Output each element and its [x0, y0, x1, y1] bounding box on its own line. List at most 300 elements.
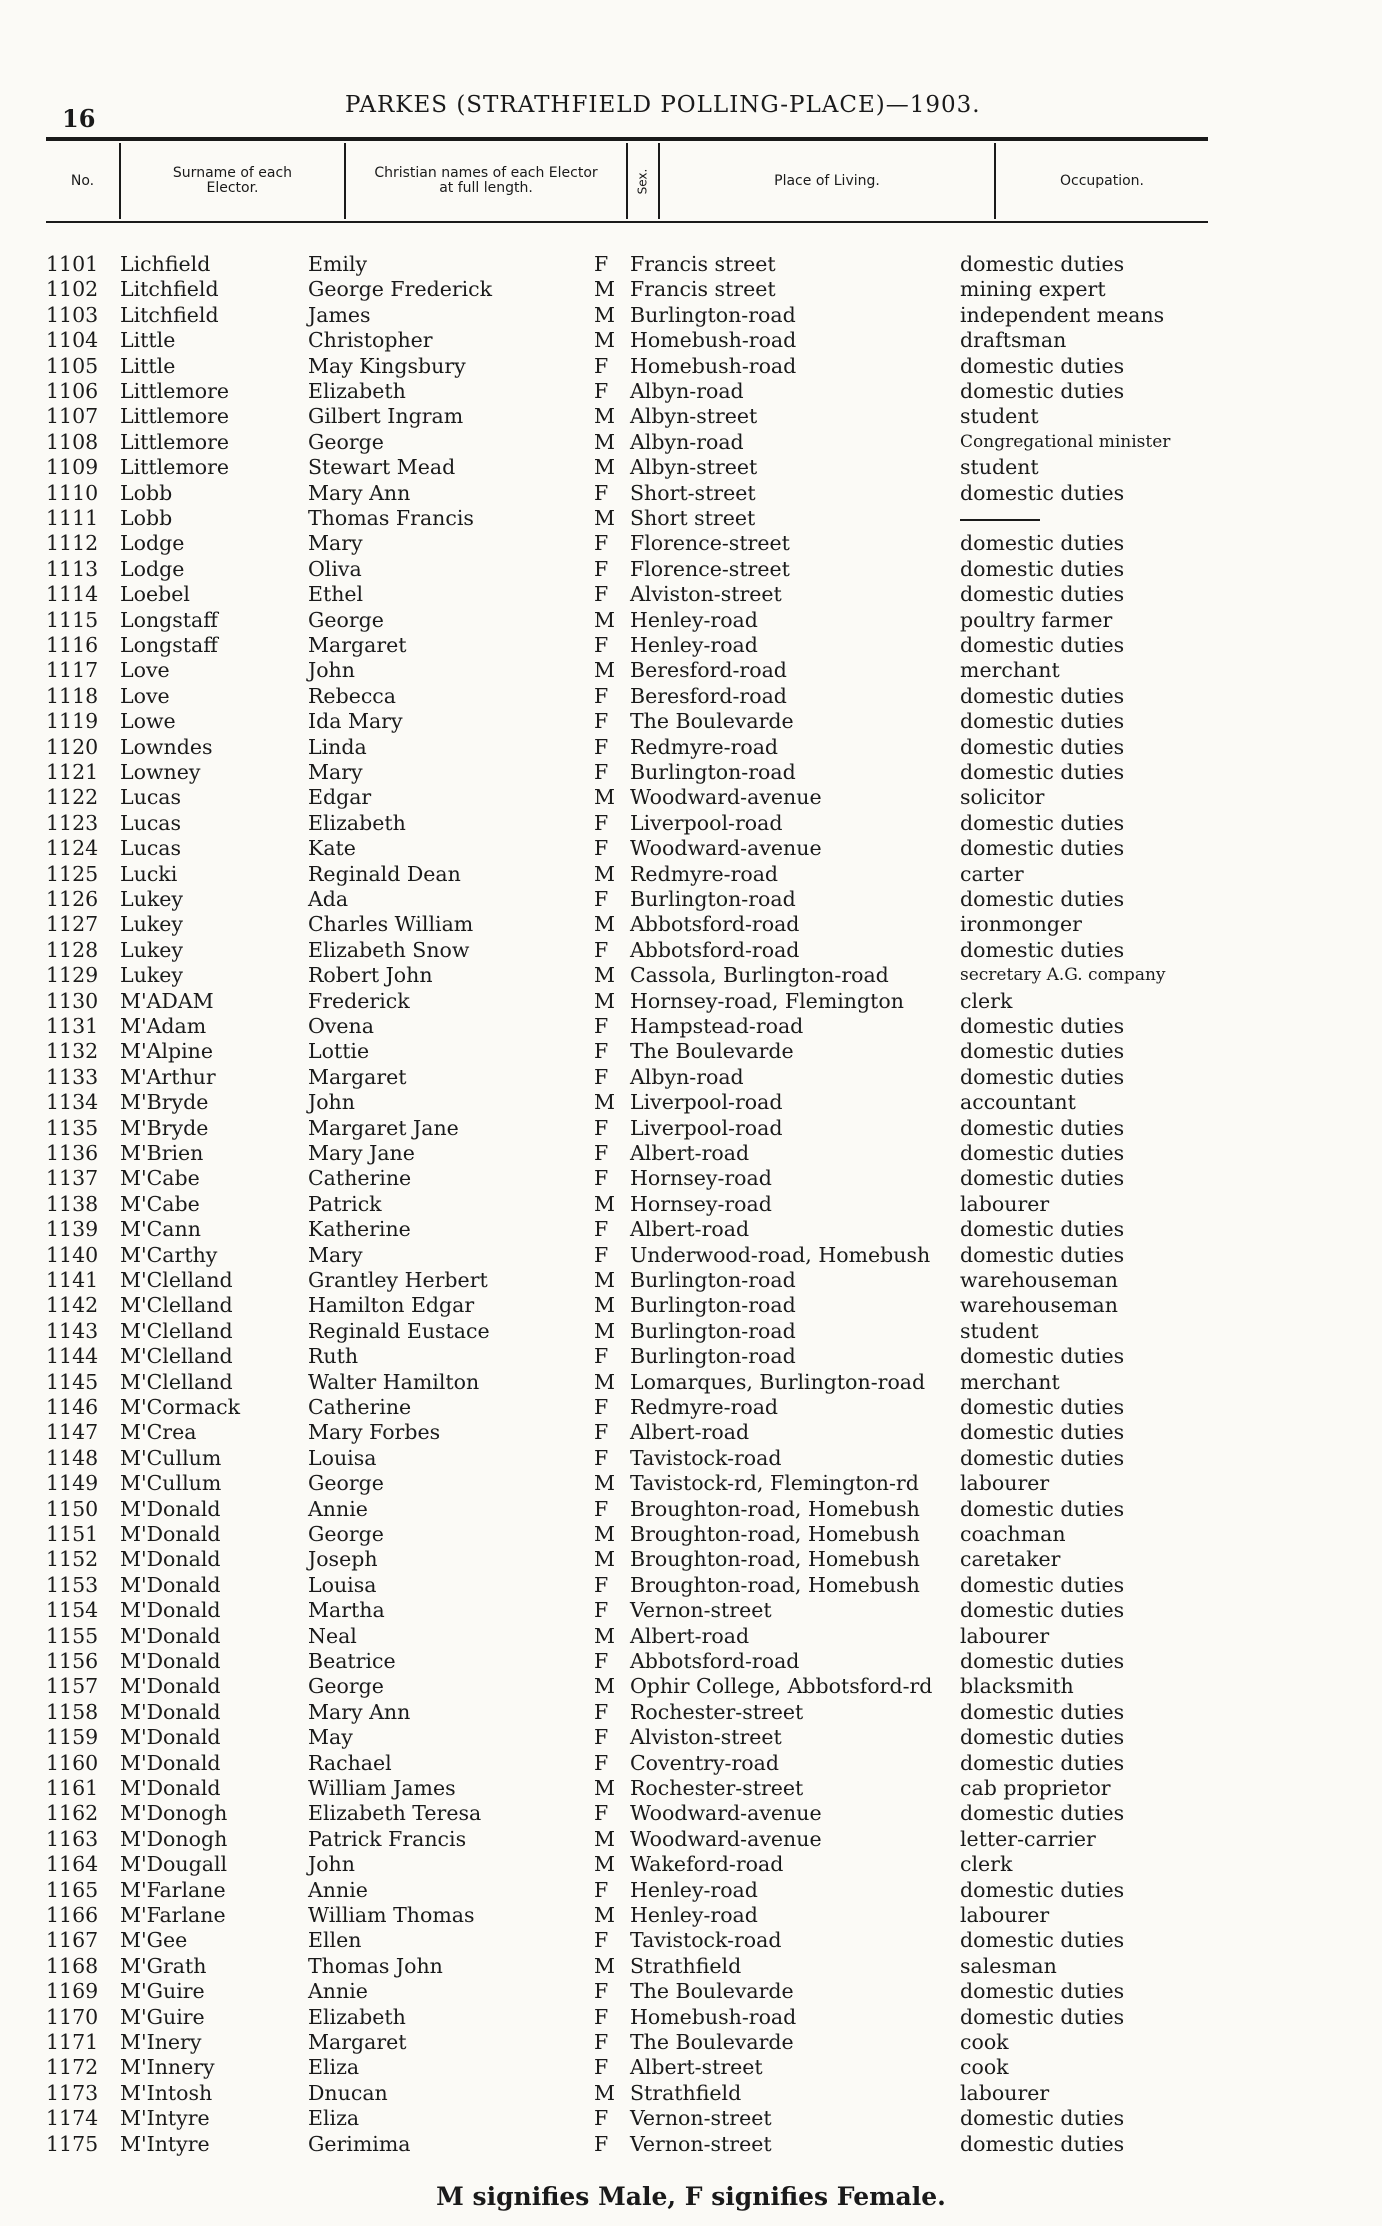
- elector-sex: M: [594, 1953, 615, 1978]
- elector-number: 1154: [46, 1598, 99, 1623]
- table-row: [0, 989, 1382, 1014]
- elector-christian-names: Ethel: [308, 582, 364, 607]
- elector-occupation: labourer: [960, 1903, 1050, 1927]
- elector-surname: Lukey: [120, 963, 183, 988]
- table-row: [0, 1192, 1382, 1217]
- elector-surname: Lobb: [120, 506, 173, 530]
- elector-number: 1146: [46, 1395, 99, 1419]
- table-row: [0, 481, 1382, 506]
- elector-christian-names: Mary: [308, 531, 363, 556]
- elector-number: 1132: [46, 1039, 99, 1064]
- elector-place: Ophir College, Abbotsford-rd: [630, 1674, 933, 1699]
- elector-place: Liverpool-road: [630, 1115, 783, 1140]
- column-header-christian-names: Christian names of each Elector at full length.: [346, 143, 628, 219]
- table-row: [0, 938, 1382, 963]
- elector-sex: M: [594, 912, 615, 937]
- elector-occupation: domestic duties: [960, 1649, 1125, 1673]
- elector-place: Tavistock-rd, Flemington-rd: [630, 1471, 919, 1496]
- elector-place: Henley-road: [630, 633, 758, 657]
- elector-number: 1105: [46, 353, 99, 378]
- elector-christian-names: George: [308, 1522, 384, 1546]
- elector-christian-names: Annie: [308, 1979, 368, 2004]
- elector-surname: Longstaff: [120, 633, 218, 657]
- elector-place: Albert-road: [630, 1141, 750, 1165]
- elector-christian-names: Thomas John: [308, 1953, 443, 1978]
- elector-christian-names: Margaret Jane: [308, 1115, 459, 1140]
- elector-number: 1106: [46, 379, 99, 403]
- elector-place: Burlington-road: [630, 1318, 796, 1343]
- table-row: [0, 2005, 1382, 2030]
- table-row: [0, 2132, 1382, 2157]
- elector-christian-names: Mary Ann: [308, 480, 411, 505]
- elector-sex: F: [594, 937, 609, 962]
- elector-christian-names: Emily: [308, 252, 368, 276]
- table-row: [0, 1293, 1382, 1318]
- elector-number: 1160: [46, 1750, 99, 1775]
- table-row: [0, 735, 1382, 760]
- elector-christian-names: Margaret: [308, 633, 407, 657]
- elector-sex: F: [594, 709, 609, 734]
- elector-occupation: merchant: [960, 1369, 1060, 1394]
- elector-place: Albert-road: [630, 1623, 750, 1648]
- elector-surname: Love: [120, 658, 170, 683]
- elector-christian-names: Gilbert Ingram: [308, 404, 464, 429]
- elector-surname: Lodge: [120, 556, 185, 581]
- elector-place: Albyn-street: [630, 404, 758, 429]
- elector-place: Abbotsford-road: [630, 1649, 800, 1673]
- elector-christian-names: Joseph: [308, 1547, 378, 1572]
- elector-number: 1151: [46, 1522, 99, 1546]
- elector-place: Burlington-road: [630, 1344, 796, 1369]
- elector-occupation: domestic duties: [960, 1725, 1125, 1750]
- elector-occupation: domestic duties: [960, 480, 1125, 505]
- elector-sex: F: [594, 2004, 609, 2029]
- elector-sex: F: [594, 1242, 609, 1267]
- elector-christian-names: Rebecca: [308, 683, 397, 708]
- elector-sex: F: [594, 480, 609, 505]
- elector-surname: Lowe: [120, 709, 176, 734]
- elector-sex: M: [594, 607, 615, 632]
- elector-surname: Love: [120, 683, 170, 708]
- elector-surname: M'Crea: [120, 1420, 197, 1445]
- elector-occupation: domestic duties: [960, 1750, 1125, 1775]
- table-row: [0, 633, 1382, 658]
- elector-place: Burlington-road: [630, 1268, 796, 1292]
- elector-number: 1122: [46, 785, 99, 810]
- elector-place: Hornsey-road: [630, 1166, 772, 1191]
- elector-occupation: warehouseman: [960, 1293, 1118, 1318]
- table-row: [0, 455, 1382, 480]
- elector-surname: M'Alpine: [120, 1039, 214, 1064]
- elector-christian-names: Annie: [308, 1496, 368, 1521]
- table-row: [0, 252, 1382, 277]
- elector-occupation: domestic duties: [960, 709, 1125, 734]
- elector-surname: M'Intyre: [120, 2106, 210, 2131]
- column-header-surname: Surname of each Elector.: [121, 143, 346, 219]
- elector-place: Vernon-street: [630, 1598, 772, 1623]
- table-row: [0, 1878, 1382, 1903]
- elector-occupation: domestic duties: [960, 836, 1125, 861]
- elector-place: Burlington-road: [630, 887, 796, 911]
- elector-occupation: domestic duties: [960, 1115, 1125, 1140]
- elector-sex: F: [594, 1141, 609, 1165]
- elector-occupation: domestic duties: [960, 1598, 1125, 1623]
- elector-occupation: labourer: [960, 1191, 1050, 1216]
- elector-place: Liverpool-road: [630, 810, 783, 835]
- elector-occupation: [960, 506, 1040, 531]
- elector-occupation: domestic duties: [960, 1064, 1125, 1089]
- elector-number: 1129: [46, 963, 99, 988]
- elector-surname: M'Clelland: [120, 1344, 233, 1369]
- elector-sex: F: [594, 734, 609, 759]
- elector-place: Florence-street: [630, 556, 790, 581]
- elector-sex: F: [594, 810, 609, 835]
- table-row: [0, 328, 1382, 353]
- elector-christian-names: George: [308, 429, 384, 454]
- elector-occupation: domestic duties: [960, 1801, 1125, 1826]
- elector-occupation: cook: [960, 2030, 1009, 2054]
- elector-surname: M'Donald: [120, 1572, 221, 1597]
- elector-place: Francis street: [630, 277, 776, 302]
- elector-surname: M'Cullum: [120, 1471, 222, 1496]
- table-row: [0, 1344, 1382, 1369]
- elector-number: 1120: [46, 734, 99, 759]
- elector-occupation: domestic duties: [960, 1979, 1125, 2004]
- elector-sex: M: [594, 1090, 615, 1115]
- elector-christian-names: Hamilton Edgar: [308, 1293, 475, 1318]
- elector-number: 1149: [46, 1471, 99, 1496]
- elector-surname: Littlemore: [120, 379, 230, 403]
- elector-place: Woodward-avenue: [630, 836, 822, 861]
- table-row: [0, 531, 1382, 556]
- elector-surname: Littlemore: [120, 455, 230, 480]
- elector-number: 1128: [46, 937, 99, 962]
- elector-surname: Little: [120, 353, 176, 378]
- elector-christian-names: James: [308, 302, 371, 327]
- elector-surname: M'Donald: [120, 1623, 221, 1648]
- table-row: [0, 1674, 1382, 1699]
- elector-sex: M: [594, 1522, 615, 1546]
- elector-surname: Lucas: [120, 785, 182, 810]
- elector-sex: F: [594, 353, 609, 378]
- elector-number: 1171: [46, 2030, 99, 2054]
- elector-surname: M'Dougall: [120, 1852, 228, 1877]
- elector-occupation: domestic duties: [960, 1420, 1125, 1445]
- table-row: [0, 1954, 1382, 1979]
- elector-surname: Loebel: [120, 582, 190, 607]
- elector-number: 1136: [46, 1141, 99, 1165]
- table-row: [0, 1751, 1382, 1776]
- elector-surname: Lichfield: [120, 252, 211, 276]
- table-row: [0, 811, 1382, 836]
- elector-christian-names: Eliza: [308, 2055, 360, 2080]
- elector-sex: F: [594, 531, 609, 556]
- elector-surname: M'Guire: [120, 2004, 205, 2029]
- elector-occupation: domestic duties: [960, 1039, 1125, 1064]
- elector-sex: M: [594, 861, 615, 886]
- elector-sex: M: [594, 1852, 615, 1877]
- elector-number: 1144: [46, 1344, 99, 1369]
- elector-occupation: labourer: [960, 1471, 1050, 1496]
- table-row: [0, 1522, 1382, 1547]
- elector-surname: Longstaff: [120, 607, 218, 632]
- elector-christian-names: William Thomas: [308, 1903, 475, 1927]
- elector-number: 1102: [46, 277, 99, 302]
- table-row: [0, 1446, 1382, 1471]
- table-row: [0, 1725, 1382, 1750]
- elector-sex: F: [594, 1979, 609, 2004]
- table-row: [0, 354, 1382, 379]
- elector-place: Henley-road: [630, 607, 758, 632]
- elector-number: 1116: [46, 633, 99, 657]
- elector-place: Wakeford-road: [630, 1852, 784, 1877]
- elector-sex: M: [594, 1293, 615, 1318]
- table-row: [0, 862, 1382, 887]
- elector-occupation: domestic duties: [960, 353, 1125, 378]
- elector-christian-names: Dnucan: [308, 2080, 388, 2105]
- elector-surname: M'Clelland: [120, 1293, 233, 1318]
- elector-place: Albert-road: [630, 1217, 750, 1242]
- elector-occupation: coachman: [960, 1522, 1066, 1546]
- elector-sex: F: [594, 683, 609, 708]
- elector-place: Broughton-road, Homebush: [630, 1496, 920, 1521]
- elector-christian-names: Louisa: [308, 1572, 377, 1597]
- elector-christian-names: Ruth: [308, 1344, 359, 1369]
- elector-sex: F: [594, 1750, 609, 1775]
- elector-sex: F: [594, 1064, 609, 1089]
- elector-christian-names: Elizabeth Teresa: [308, 1801, 482, 1826]
- table-row: [0, 1217, 1382, 1242]
- elector-number: 1174: [46, 2106, 99, 2131]
- elector-place: Liverpool-road: [630, 1090, 783, 1115]
- elector-occupation: domestic duties: [960, 1445, 1125, 1470]
- elector-place: Homebush-road: [630, 328, 797, 353]
- elector-christian-names: May Kingsbury: [308, 353, 466, 378]
- elector-number: 1141: [46, 1268, 99, 1292]
- elector-number: 1135: [46, 1115, 99, 1140]
- elector-number: 1107: [46, 404, 99, 429]
- table-row: [0, 1928, 1382, 1953]
- elector-sex: M: [594, 455, 615, 480]
- table-row: [0, 760, 1382, 785]
- table-row: [0, 1243, 1382, 1268]
- elector-number: 1138: [46, 1191, 99, 1216]
- elector-sex: F: [594, 887, 609, 911]
- elector-surname: M'Bryde: [120, 1115, 209, 1140]
- elector-occupation: student: [960, 455, 1039, 480]
- elector-number: 1168: [46, 1953, 99, 1978]
- elector-surname: M'Donald: [120, 1699, 221, 1724]
- elector-place: Beresford-road: [630, 658, 787, 683]
- elector-christian-names: Reginald Dean: [308, 861, 461, 886]
- elector-number: 1124: [46, 836, 99, 861]
- elector-surname: M'Donald: [120, 1547, 221, 1572]
- elector-surname: M'Carthy: [120, 1242, 218, 1267]
- elector-surname: M'Donald: [120, 1649, 221, 1673]
- elector-christian-names: Mary: [308, 1242, 363, 1267]
- elector-surname: Little: [120, 328, 176, 353]
- elector-number: 1112: [46, 531, 99, 556]
- column-header-no: No.: [46, 143, 121, 219]
- table-row: [0, 2055, 1382, 2080]
- elector-number: 1118: [46, 683, 99, 708]
- elector-christian-names: Patrick: [308, 1191, 382, 1216]
- column-header-occupation: Occupation.: [1059, 172, 1145, 189]
- elector-place: Underwood-road, Homebush: [630, 1242, 931, 1267]
- elector-place: Short-street: [630, 480, 756, 505]
- elector-place: Francis street: [630, 252, 776, 276]
- elector-surname: Litchfield: [120, 302, 219, 327]
- elector-surname: M'ADAM: [120, 988, 214, 1013]
- elector-sex: M: [594, 1826, 615, 1851]
- elector-surname: Lucas: [120, 836, 182, 861]
- elector-sex: M: [594, 785, 615, 810]
- elector-place: Woodward-avenue: [630, 1826, 822, 1851]
- elector-occupation: clerk: [960, 988, 1013, 1013]
- elector-place: Vernon-street: [630, 2131, 772, 2156]
- elector-christian-names: Catherine: [308, 1395, 412, 1419]
- elector-surname: Lucki: [120, 861, 178, 886]
- elector-occupation: student: [960, 404, 1039, 429]
- table-row: [0, 1852, 1382, 1877]
- elector-surname: M'Innery: [120, 2055, 215, 2080]
- elector-occupation: domestic duties: [960, 1928, 1125, 1953]
- elector-occupation: secretary A.G. company: [960, 965, 1166, 986]
- elector-sex: F: [594, 1877, 609, 1902]
- elector-sex: F: [594, 836, 609, 861]
- elector-number: 1111: [46, 506, 99, 530]
- table-row: [0, 277, 1382, 302]
- elector-sex: F: [594, 2030, 609, 2054]
- elector-surname: Lukey: [120, 937, 183, 962]
- elector-occupation: cook: [960, 2055, 1009, 2080]
- elector-number: 1166: [46, 1903, 99, 1927]
- elector-number: 1167: [46, 1928, 99, 1953]
- elector-number: 1157: [46, 1674, 99, 1699]
- elector-occupation: domestic duties: [960, 1014, 1125, 1038]
- elector-surname: M'Donald: [120, 1598, 221, 1623]
- elector-surname: Lukey: [120, 912, 183, 937]
- elector-number: 1164: [46, 1852, 99, 1877]
- elector-christian-names: William James: [308, 1776, 456, 1800]
- table-row: [0, 1573, 1382, 1598]
- elector-sex: F: [594, 1801, 609, 1826]
- elector-christian-names: May: [308, 1725, 353, 1750]
- elector-christian-names: Annie: [308, 1877, 368, 1902]
- table-row: [0, 1979, 1382, 2004]
- table-row: [0, 1624, 1382, 1649]
- elector-christian-names: Thomas Francis: [308, 506, 474, 530]
- elector-sex: F: [594, 1598, 609, 1623]
- table-row: [0, 1827, 1382, 1852]
- elector-surname: M'Donald: [120, 1522, 221, 1546]
- elector-sex: F: [594, 556, 609, 581]
- table-row: [0, 1166, 1382, 1191]
- elector-christian-names: Eliza: [308, 2106, 360, 2131]
- elector-place: Henley-road: [630, 1877, 758, 1902]
- table-row: [0, 1268, 1382, 1293]
- elector-sex: F: [594, 760, 609, 784]
- elector-sex: F: [594, 1928, 609, 1953]
- elector-sex: F: [594, 1217, 609, 1242]
- elector-surname: M'Adam: [120, 1014, 207, 1038]
- elector-sex: F: [594, 1725, 609, 1750]
- elector-christian-names: Walter Hamilton: [308, 1369, 480, 1394]
- elector-occupation: labourer: [960, 2080, 1050, 2105]
- elector-surname: M'Brien: [120, 1141, 204, 1165]
- elector-number: 1145: [46, 1369, 99, 1394]
- elector-place: Vernon-street: [630, 2106, 772, 2131]
- elector-sex: M: [594, 1547, 615, 1572]
- table-row: [0, 1801, 1382, 1826]
- elector-place: Alviston-street: [630, 1725, 782, 1750]
- elector-place: Rochester-street: [630, 1776, 804, 1800]
- sex-legend-footnote: M signifies Male, F signifies Female.: [436, 2182, 946, 2211]
- elector-number: 1142: [46, 1293, 99, 1318]
- elector-number: 1130: [46, 988, 99, 1013]
- elector-christian-names: Mary: [308, 760, 363, 784]
- elector-sex: F: [594, 2106, 609, 2131]
- elector-christian-names: Edgar: [308, 785, 372, 810]
- table-row: [0, 1776, 1382, 1801]
- elector-sex: M: [594, 658, 615, 683]
- elector-sex: F: [594, 1572, 609, 1597]
- elector-number: 1139: [46, 1217, 99, 1242]
- elector-surname: M'Cormack: [120, 1395, 241, 1419]
- elector-place: Hornsey-road, Flemington: [630, 988, 904, 1013]
- elector-surname: M'Cabe: [120, 1166, 200, 1191]
- elector-occupation: domestic duties: [960, 633, 1125, 657]
- elector-sex: F: [594, 1166, 609, 1191]
- elector-number: 1109: [46, 455, 99, 480]
- table-row: [0, 608, 1382, 633]
- elector-place: Redmyre-road: [630, 734, 779, 759]
- table-row: [0, 1497, 1382, 1522]
- elector-occupation: domestic duties: [960, 252, 1125, 276]
- elector-christian-names: Mary Ann: [308, 1699, 411, 1724]
- elector-number: 1150: [46, 1496, 99, 1521]
- elector-occupation: domestic duties: [960, 760, 1125, 784]
- elector-christian-names: Reginald Eustace: [308, 1318, 490, 1343]
- elector-sex: M: [594, 277, 615, 302]
- elector-place: Rochester-street: [630, 1699, 804, 1724]
- elector-sex: M: [594, 1623, 615, 1648]
- elector-christian-names: Ovena: [308, 1014, 374, 1038]
- elector-occupation: domestic duties: [960, 1496, 1125, 1521]
- elector-place: Albyn-road: [630, 429, 744, 454]
- elector-sex: M: [594, 1903, 615, 1927]
- elector-sex: F: [594, 1344, 609, 1369]
- elector-christian-names: John: [308, 1852, 355, 1877]
- elector-number: 1126: [46, 887, 99, 911]
- table-row: [0, 506, 1382, 531]
- elector-place: Lomarques, Burlington-road: [630, 1369, 926, 1394]
- elector-sex: M: [594, 1674, 615, 1699]
- elector-number: 1131: [46, 1014, 99, 1038]
- elector-sex: F: [594, 1445, 609, 1470]
- elector-place: Burlington-road: [630, 302, 796, 327]
- elector-occupation: domestic duties: [960, 734, 1125, 759]
- elector-christian-names: Gerimima: [308, 2131, 411, 2156]
- elector-surname: Littlemore: [120, 429, 230, 454]
- elector-occupation: mining expert: [960, 277, 1106, 302]
- elector-place: Hornsey-road: [630, 1191, 772, 1216]
- elector-number: 1159: [46, 1725, 99, 1750]
- elector-surname: M'Donald: [120, 1776, 221, 1800]
- table-row: [0, 1039, 1382, 1064]
- elector-occupation: merchant: [960, 658, 1060, 683]
- elector-sex: M: [594, 1268, 615, 1292]
